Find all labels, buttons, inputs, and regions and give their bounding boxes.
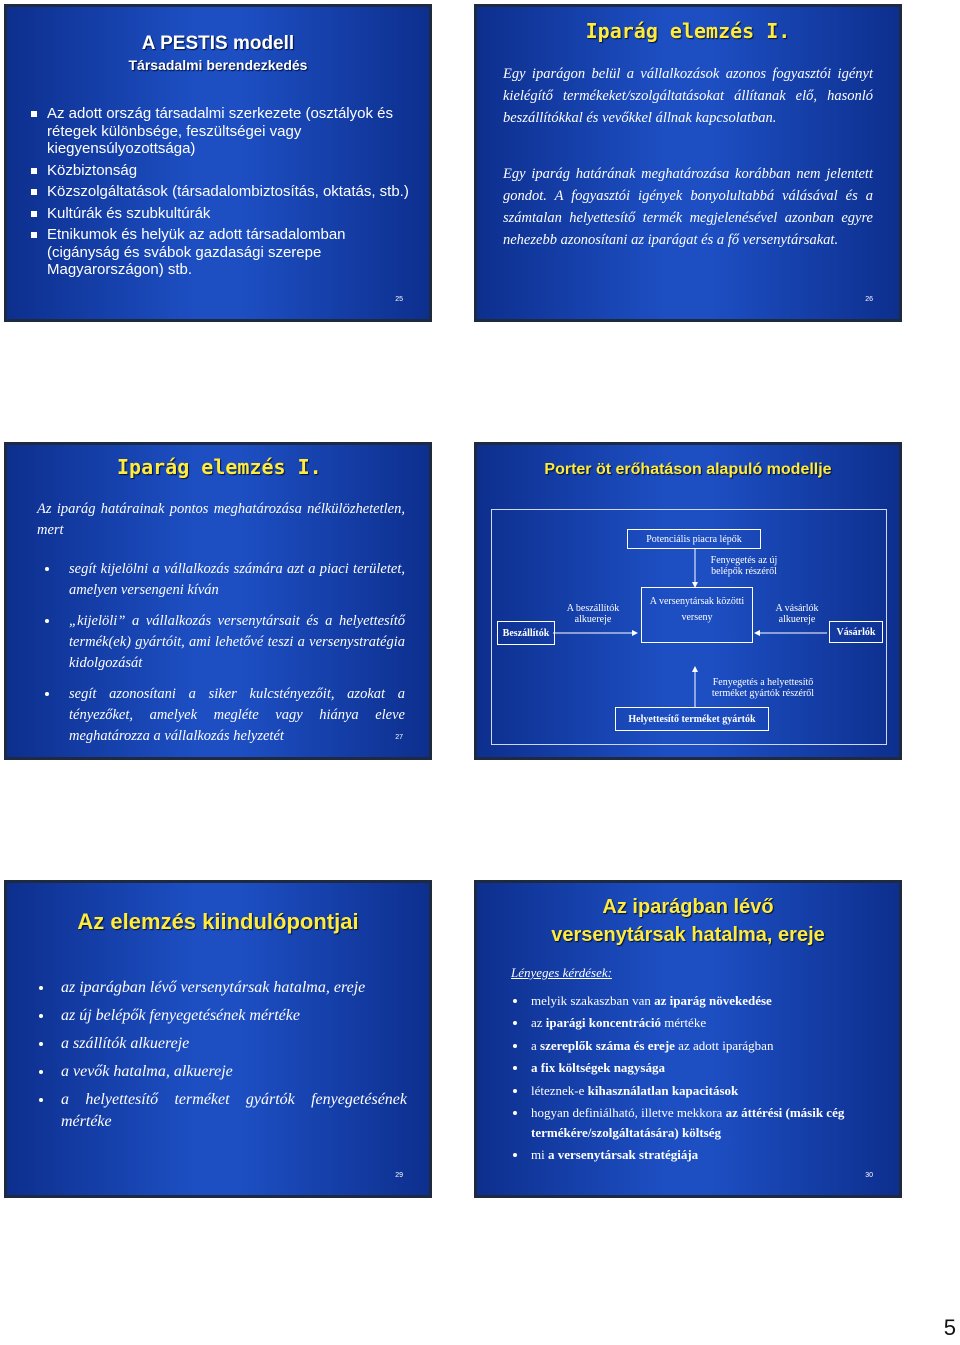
slide-number: 26 — [865, 296, 873, 303]
substitutes-box: Helyettesítő terméket gyártók — [615, 707, 769, 731]
slide-number: 27 — [395, 734, 403, 741]
potential-entrants-box: Potenciális piacra lépők — [627, 529, 761, 549]
list-item: segít azonosítani a siker kulcstényezőit, azokat a tényezőket, amelyek megléte vagy hiánya eleve meghatározza a vállalkozás helyzetét — [43, 684, 405, 747]
slide-porter — [474, 442, 902, 760]
list-item: melyik szakaszban van az iparág növekedése — [511, 991, 881, 1011]
suppliers-box: Beszállítók — [497, 621, 555, 645]
list-item: hogyan definiálható, illetve mekkora az áttérési (másik cég termékére/szolgáltatására) költség — [511, 1103, 881, 1143]
slide-26 — [474, 4, 902, 322]
slide-subtitle: Társadalmi berendezkedés — [128, 57, 308, 73]
list-item: Kultúrák és szubkultúrák — [29, 205, 409, 223]
list-item: a fix költségek nagysága — [511, 1058, 881, 1078]
supplier-power-label: A beszállítók alkuereje — [566, 603, 620, 625]
paragraph: Egy iparágon belül a vállalkozások azonos fogyasztói igényt kielégítő termékeket/szolgáltatásokat állítanak elő, hasonló beszállítókkal és vevőkkel állnak kapcsolatban. — [503, 66, 873, 126]
list-item: a helyettesítő terméket gyártók fenyegetésének mértéke — [37, 1089, 407, 1133]
intro-text: Az iparág határainak pontos meghatározása nélkülözhetetlen, mert — [37, 501, 405, 538]
slide-30 — [474, 880, 902, 1198]
slide-title — [477, 893, 899, 949]
bullet-list — [29, 105, 409, 283]
bullet-list — [37, 977, 407, 1139]
slide-title: Iparág elemzés I. — [585, 19, 791, 43]
buyers-box: Vásárlók — [829, 621, 883, 643]
list-item: Közbiztonság — [29, 162, 409, 180]
slide-27 — [4, 442, 432, 760]
list-item: a szereplők száma és ereje az adott iparágban — [511, 1036, 881, 1056]
buyer-power-label: A vásárlók alkuereje — [775, 603, 819, 625]
rivalry-box: A versenytársak közötti verseny — [641, 587, 753, 643]
slide-subtitle: Lényeges kérdések: — [511, 965, 612, 980]
list-item: léteznek-e kihasználatlan kapacitások — [511, 1081, 881, 1101]
paragraph: Egy iparág határának meghatározása korábban nem jelentett gondot. A fogyasztói igények bonyolultabbá válásával és a számtalan helyettesítő termék megjelenésével azonban egyre nehezebb azonosítani az iparágat és a fő versenytársakat. — [503, 166, 873, 248]
slide-title: A PESTIS modell — [141, 33, 295, 54]
slide-title: Iparág elemzés I. — [117, 455, 322, 479]
list-item: Az adott ország társadalmi szerkezete (osztályok és rétegek különbsége, feszültségei vagy kiegyensúlyozottsága) — [29, 105, 409, 158]
threat-substitutes-label: Fenyegetés a helyettesítő terméket gyártók részéről — [711, 677, 815, 699]
title-line: versenytársak hatalma, ereje — [551, 924, 825, 946]
list-item: az új belépők fenyegetésének mértéke — [37, 1005, 407, 1027]
slide-29 — [4, 880, 432, 1198]
bullet-list — [511, 991, 881, 1168]
slide-title: Az elemzés kiindulópontjai — [77, 909, 359, 934]
list-item: Etnikumok és helyük az adott társadalomban (cigányság és svábok gazdasági szerepe Magyarországon) stb. — [29, 226, 409, 279]
threat-new-label: Fenyegetés az új belépők részéről — [710, 555, 778, 577]
title-line: Az iparágban lévő — [602, 896, 774, 918]
slide-25 — [4, 4, 432, 322]
slide-number: 25 — [395, 296, 403, 303]
slide-number: 30 — [865, 1172, 873, 1179]
bullet-list — [43, 559, 405, 757]
list-item: a vevők hatalma, alkuereje — [37, 1061, 407, 1083]
list-item: „kijelöli” a vállalkozás versenytársait és a helyettesítő termék(ek) gyártóit, ami lehetővé teszi a versenystratégia kidolgozását — [43, 611, 405, 674]
list-item: Közszolgáltatások (társadalombiztosítás, oktatás, stb.) — [29, 183, 409, 201]
list-item: a szállítók alkuereje — [37, 1033, 407, 1055]
slide-title: Porter öt erőhatáson alapuló modellje — [544, 461, 832, 478]
list-item: az iparági koncentráció mértéke — [511, 1013, 881, 1033]
slide-number: 29 — [395, 1172, 403, 1179]
list-item: az iparágban lévő versenytársak hatalma, ereje — [37, 977, 407, 999]
list-item: mi a versenytársak stratégiája — [511, 1145, 881, 1165]
list-item: segít kijelölni a vállalkozás számára azt a piaci területet, amelyen versengeni kíván — [43, 559, 405, 601]
page-number: 5 — [943, 1315, 956, 1340]
